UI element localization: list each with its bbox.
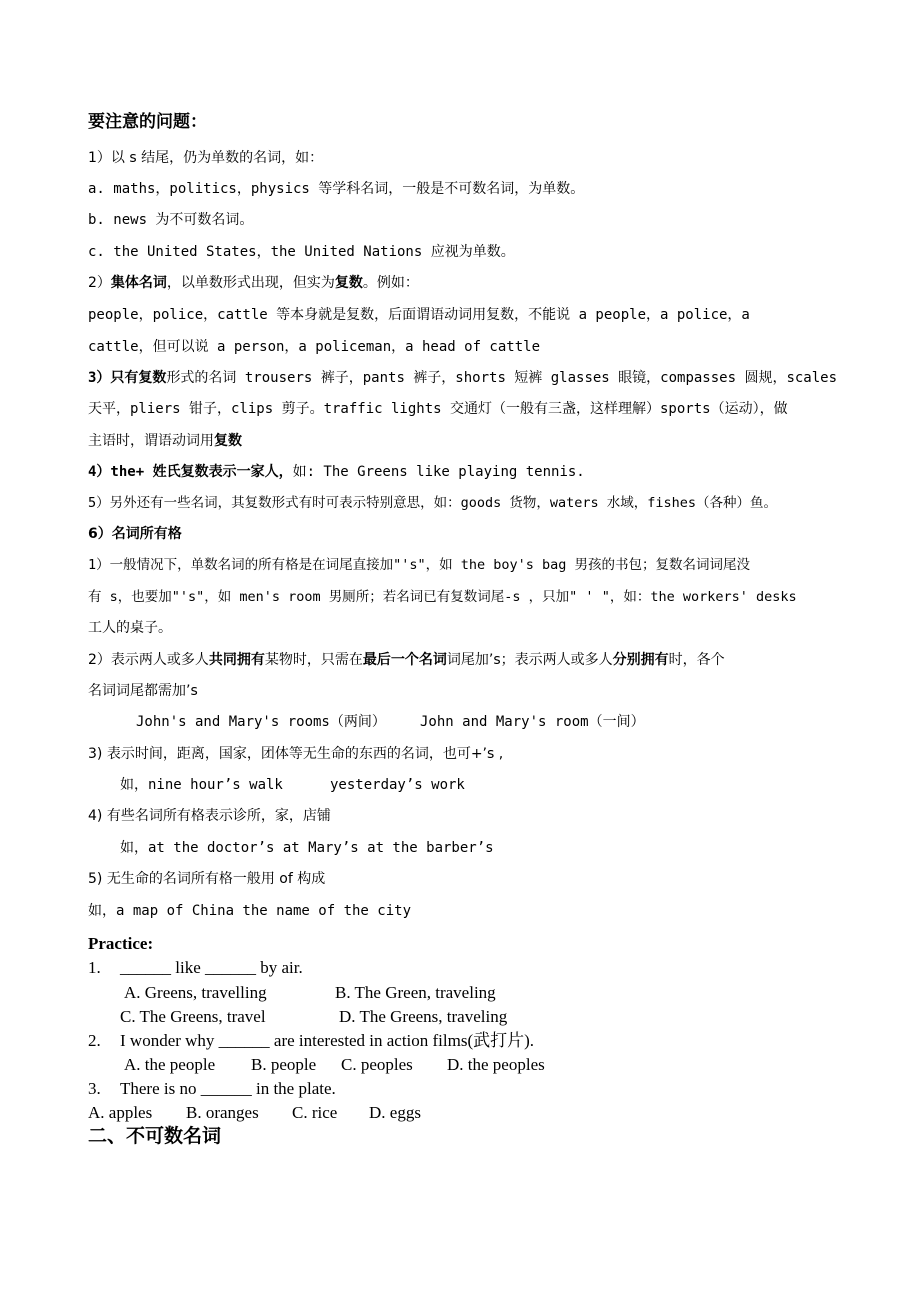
- q1-option-a: A. Greens, travelling: [124, 983, 267, 1002]
- s6-p3: 3) 表示时间，距离，国家，团体等无生命的东西的名词，也可+’s ,: [88, 746, 504, 762]
- q3-option-c: C. rice: [292, 1103, 338, 1122]
- q2-text: I wonder why ______ are interested in action films(武打片).: [120, 1031, 535, 1050]
- q2: [88, 1030, 534, 1052]
- s4-rest: 如: The Greens like playing tennis.: [292, 464, 585, 480]
- q3: [88, 1078, 336, 1100]
- s6-p2-d: 最后一个名词: [362, 652, 447, 668]
- q3-option-d: D. eggs: [369, 1103, 421, 1122]
- s1-a: a. maths，politics，physics 等学科名词，一般是不可数名词，为单数。: [88, 181, 585, 197]
- q2-option-b: B. people: [251, 1055, 317, 1074]
- section2-heading: 二、不可数名词: [88, 1125, 222, 1147]
- s3-line3-bold: 复数: [214, 433, 242, 449]
- heading: 要注意的问题：: [88, 112, 207, 132]
- s6-p2-line1: [88, 650, 725, 670]
- s6-p1-line3: 工人的桌子。: [88, 620, 172, 636]
- s2-line1: people，police，cattle 等本身就是复数，后面谓语动词用复数，不能说 a people，a police，a: [88, 307, 750, 323]
- s6-title: 6）名词所有格: [88, 526, 182, 542]
- q2-number: 2.: [88, 1031, 101, 1050]
- s6-p4-example: 如，at the doctor’s at Mary’s at the barber’s: [120, 840, 494, 856]
- s1-c: c. the United States，the United Nations 应视为单数。: [88, 244, 515, 260]
- s6-p1-line1: 1）一般情况下，单数名词的所有格是在词尾直接加"'s"，如 the boy's bag 男孩的书包；复数名词词尾没: [88, 557, 751, 573]
- q1-option-b: B. The Green, traveling: [335, 983, 496, 1002]
- s4-bold: 4）the+ 姓氏复数表示一家人，: [88, 464, 293, 480]
- s6-p5: 5) 无生命的名词所有格一般用 of 构成: [88, 871, 326, 887]
- s6-p3-example1: 如，nine hour’s walk: [120, 777, 283, 793]
- q3-text: There is no ______ in the plate.: [120, 1079, 336, 1098]
- s2-prefix: 2）: [88, 275, 111, 291]
- s1-b: b. news 为不可数名词。: [88, 212, 254, 228]
- s6-p3-example2: yesterday’s work: [330, 777, 465, 793]
- q1-text: ______ like ______ by air.: [120, 958, 303, 977]
- s3-bold: 3）只有复数: [88, 370, 167, 386]
- s6-p2-b: 共同拥有: [208, 652, 265, 668]
- s2-suffix: 。例如：: [362, 275, 419, 291]
- s3-line1-rest: 形式的名词 trousers 裤子，pants 裤子，shorts 短裤 glasses 眼镜，compasses 圆规，scales: [166, 370, 838, 386]
- s2-title: [88, 273, 419, 293]
- s6-p4: 4) 有些名词所有格表示诊所，家，店铺: [88, 808, 331, 824]
- q1: [88, 957, 303, 979]
- q3-option-b: B. oranges: [186, 1103, 259, 1122]
- q2-option-c: C. peoples: [341, 1055, 413, 1074]
- s6-p5-example: 如，a map of China the name of the city: [88, 903, 412, 919]
- practice-title: Practice:: [88, 934, 154, 953]
- q2-option-d: D. the peoples: [447, 1055, 545, 1074]
- q3-number: 3.: [88, 1079, 101, 1098]
- q1-option-c: C. The Greens, travel: [120, 1007, 266, 1026]
- s6-p2-a: 2）表示两人或多人: [88, 652, 209, 668]
- s2-mid: ，以单数形式出现，但实为: [166, 275, 335, 291]
- s6-p2-c: 某物时，只需在: [264, 652, 363, 668]
- s6-p2-g: 时，各个: [668, 652, 725, 668]
- s6-p2-line2: 名词词尾都需加’s: [88, 683, 198, 699]
- q1-number: 1.: [88, 958, 101, 977]
- q1-option-d: D. The Greens, traveling: [339, 1007, 508, 1026]
- q3-option-a: A. apples: [88, 1103, 153, 1122]
- s6-p2-f: 分别拥有: [612, 652, 669, 668]
- s3-line1: [88, 368, 837, 388]
- q2-option-a: A. the people: [124, 1055, 216, 1074]
- s1-title: 1）以 s 结尾，仍为单数的名词，如：: [88, 150, 324, 166]
- s6-p1-line2: 有 s，也要加"'s"，如 men's room 男厕所；若名词已有复数词尾-s ，只加" ' "，如：the workers' desks: [88, 589, 797, 605]
- s2-bold1: 集体名词: [110, 275, 167, 291]
- s2-bold2: 复数: [334, 275, 363, 291]
- s6-p2-example1: John's and Mary's rooms（两间）: [136, 714, 386, 730]
- s3-line3-pre: 主语时，谓语动词用: [88, 433, 214, 449]
- s6-p2-e: 词尾加’s；表示两人或多人: [446, 652, 613, 668]
- s2-line2: cattle，但可以说 a person，a policeman，a head of cattle: [88, 339, 541, 355]
- s5: 5）另外还有一些名词，其复数形式有时可表示特别意思，如：goods 货物，waters 水域，fishes（各种）鱼。: [88, 495, 778, 511]
- s3-line3: [88, 431, 242, 451]
- s3-line2: 天平，pliers 钳子，clips 剪子。traffic lights 交通灯（一般有三盏，这样理解）sports（运动），做: [88, 401, 788, 417]
- s6-p2-example2: John and Mary's room（一间）: [420, 714, 645, 730]
- s4: [88, 462, 585, 482]
